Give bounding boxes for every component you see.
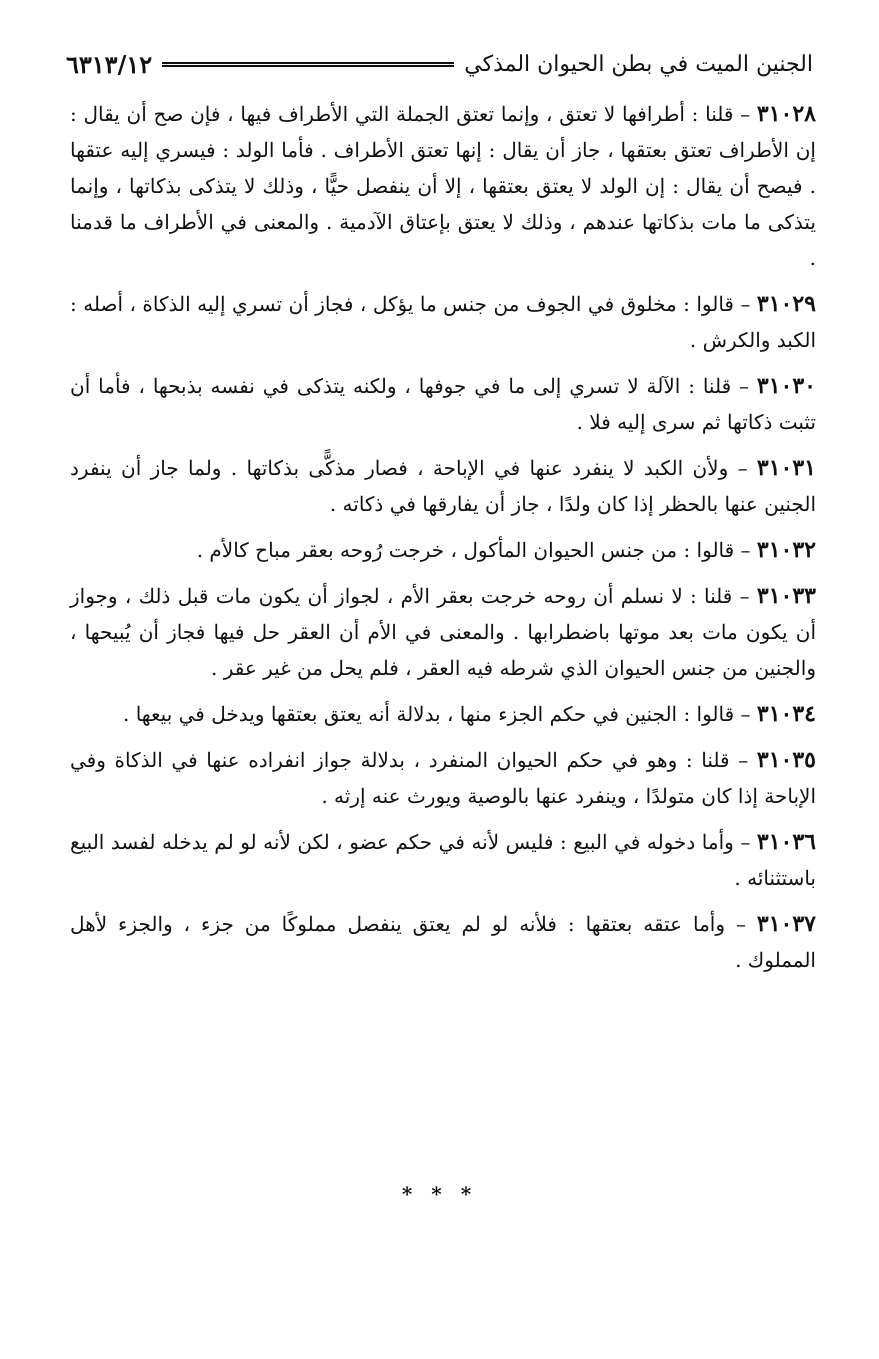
paragraph: [70, 450, 816, 522]
paragraph-text: – وأما عتقه بعتقها : فلأنه لو لم يعتق ينفصل مملوكًا من جزء ، والجزء لأهل المملوك .: [70, 912, 816, 972]
paragraph: [70, 532, 816, 568]
header-rule: [162, 62, 454, 67]
paragraph: [70, 578, 816, 686]
paragraph-number: ٣١٠٣٧: [756, 911, 816, 937]
paragraph-number: ٣١٠٣٢: [756, 537, 816, 563]
paragraph-text: – قلنا : وهو في حكم الحيوان المنفرد ، بدلالة جواز انفراده عنها في الذكاة وفي الإباحة إذا كان متولدًا ، وينفرد عنها بالوصية ويورث عنه إرثه .: [70, 748, 816, 808]
paragraph-text: – قالوا : من جنس الحيوان المأكول ، خرجت رُوحه بعقر مباح كالأم .: [196, 538, 757, 562]
paragraph-text: – قلنا : الآلة لا تسري إلى ما في جوفها ، ولكنه يتذكى في نفسه بذبحها ، فأما أن تثبت ذكاتها ثم سرى إليه فلا .: [70, 374, 816, 434]
paragraph: [70, 742, 816, 814]
paragraph: [70, 286, 816, 358]
paragraph-text: – قلنا : أطرافها لا تعتق ، وإنما تعتق الجملة التي الأطراف فيها ، فإن صح أن يقال : إن الأطراف تعتق بعتقها ، جاز أن يقال : إنها تعتق الأطراف . فأما الولد : فيسري إليه عتقها . فيصح أن يقال : إن الولد لا يعتق بعتقها ، إلا أن ينفصل حيًّا ، وذلك لا يتذكى بذكاتها ، وإنما يتذكى ما مات بذكاتها عندهم ، وذلك لا يعتق بإعتاق الآدمية . والمعنى في الأطراف ما قدمنا .: [70, 102, 816, 270]
running-header: [66, 44, 813, 84]
paragraph: [70, 368, 816, 440]
paragraph-text: – قلنا : لا نسلم أن روحه خرجت بعقر الأم ، لجواز أن يكون مات قبل ذلك ، وجواز أن يكون مات بعد موتها باضطرابها . والمعنى في الأم أن العقر حل فيها فجاز أن يُبيحها ، والجنين من جنس الحيوان الذي شرطه فيه العقر ، فلم يحل من غير عقر .: [70, 584, 816, 680]
paragraph-number: ٣١٠٣٠: [756, 373, 816, 399]
page-number: ٦٣١٣/١٢: [66, 49, 153, 79]
paragraph: [70, 696, 816, 732]
paragraph-number: ٣١٠٣٤: [756, 701, 816, 727]
paragraph-text: – قالوا : مخلوق في الجوف من جنس ما يؤكل ، فجاز أن تسري إليه الذكاة ، أصله : الكبد والكرش .: [70, 292, 816, 352]
paragraph-number: ٣١٠٣٦: [756, 829, 816, 855]
paragraph-text: – ولأن الكبد لا ينفرد عنها في الإباحة ، فصار مذكًّى بذكاتها . ولما جاز أن ينفرد الجنين عنها بالحظر إذا كان ولدًا ، جاز أن يفارقها في ذكاته .: [70, 456, 816, 516]
paragraph: [70, 824, 816, 896]
paragraph-number: ٣١٠٢٨: [756, 101, 816, 127]
paragraph-number: ٣١٠٣٥: [756, 747, 816, 773]
paragraph-number: ٣١٠٣٣: [756, 583, 816, 609]
page-body: [70, 96, 816, 988]
paragraph-number: ٣١٠٢٩: [756, 291, 816, 317]
paragraph-text: – قالوا : الجنين في حكم الجزء منها ، بدلالة أنه يعتق بعتقها ويدخل في بيعها .: [123, 702, 757, 726]
paragraph-number: ٣١٠٣١: [756, 455, 816, 481]
paragraph: [70, 906, 816, 978]
paragraph: [70, 96, 816, 276]
header-title: الجنين الميت في بطن الحيوان المذكي: [464, 51, 813, 77]
section-end-ornament: * * *: [401, 1182, 478, 1206]
paragraph-text: – وأما دخوله في البيع : فليس لأنه في حكم عضو ، لكن لأنه لو لم يدخله لفسد البيع باستثنائه .: [70, 830, 816, 890]
